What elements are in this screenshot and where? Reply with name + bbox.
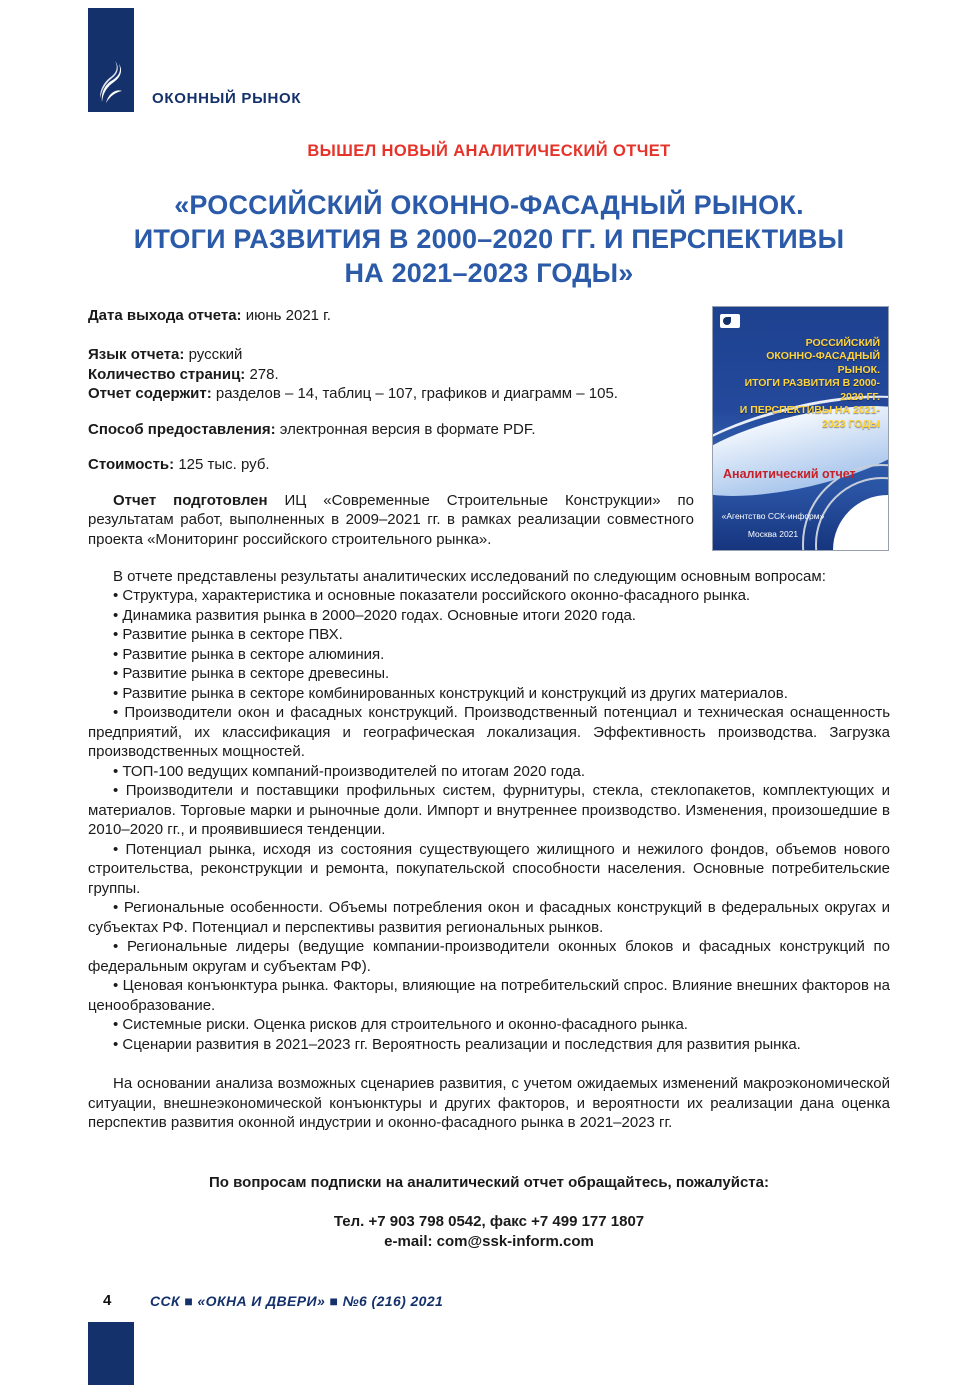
cover-publisher: «Агентство ССК-информ» (721, 510, 825, 521)
fact-label: Стоимость: (88, 456, 175, 473)
contact-email: e-mail: com@ssk-inform.com (384, 1232, 594, 1250)
contact-block (88, 1173, 890, 1252)
prepared-lead: Отчет подготовлен (113, 491, 268, 509)
report-topic-item: • Ценовая конъюнктура рынка. Факторы, влияющие на потребительский спрос. Влияние внешних факторов на ценообразование. (88, 976, 890, 1015)
cover-title-line: И ПЕРСПЕКТИВЫ НА 2021-2023 ГОДЫ (739, 404, 880, 430)
report-topic-item: • Потенциал рынка, исходя из состояния существующего жилищного и нежилого фондов, объемов нового строительства, реконструкции и ремонта, покупательской способности населения. Основные потребительские группы. (88, 840, 890, 899)
report-topic-item: • ТОП-100 ведущих компаний-производителей по итогам 2020 года. (88, 762, 890, 782)
intro-paragraph: В отчете представлены результаты аналитических исследований по следующим основным вопросам: (113, 567, 826, 585)
closing-paragraph: На основании анализа возможных сценариев развития, с учетом ожидаемых изменений макроэкономической ситуации, внешнеэкономической конъюнктуры и других факторов, и вероятности их реализации дана оценка перспектив развития оконной индустрии и оконно-фасадного рынка в 2021–2023 гг. (88, 1075, 890, 1131)
fact-label: Отчет содержит: (88, 385, 212, 402)
fact-value: 278. (249, 365, 279, 383)
announcement-line: ВЫШЕЛ НОВЫЙ АНАЛИТИЧЕСКИЙ ОТЧЕТ (307, 142, 671, 160)
section-label: ОКОННЫЙ РЫНОК (152, 90, 302, 107)
title-line: НА 2021–2023 ГОДЫ» (344, 257, 634, 288)
cover-column (712, 306, 890, 551)
fact-label: Количество страниц: (88, 365, 246, 383)
cover-title-line: ИТОГИ РАЗВИТИЯ В 2000-2020 ГГ. (744, 377, 880, 403)
report-topic-item: • Производители окон и фасадных конструкций. Производственный потенциал и техническая оснащенность предприятий, их классификация и географическая локализация. Эффективность производства. Загрузка производственных мощностей. (88, 703, 890, 762)
fact-price (88, 455, 694, 475)
report-topic-item: • Развитие рынка в секторе комбинированных конструкций и конструкций из других материалов. (88, 684, 890, 704)
cover-logo-mark (720, 314, 740, 328)
report-details (88, 306, 694, 551)
cover-city-year: Москва 2021 (747, 528, 799, 539)
contact-phone: Тел. +7 903 798 0542, факс +7 499 177 1807 (333, 1213, 645, 1230)
contact-heading: По вопросам подписки на аналитический отчет обращайтесь, пожалуйста: (209, 1173, 769, 1191)
title-line: ИТОГИ РАЗВИТИЯ В 2000–2020 ГГ. И ПЕРСПЕКТИВЫ (133, 223, 845, 254)
report-topic-item: • Развитие рынка в секторе ПВХ. (88, 625, 890, 645)
report-topic-item: • Развитие рынка в секторе алюминия. (88, 645, 890, 665)
report-topics-list (88, 586, 890, 1054)
report-topic-item: • Производители и поставщики профильных систем, фурнитуры, стекла, стеклопакетов, комплектующих и материалов. Торговые марки и рыночные доли. Импорт и внутреннее производство. Изменения, произошедшие в 2010–2020 гг., и проявившиеся тенденции. (88, 781, 890, 840)
fact-value: июнь 2021 г. (245, 306, 331, 324)
fact-language (88, 345, 694, 365)
report-title (88, 188, 890, 290)
fact-label: Язык отчета: (88, 346, 185, 363)
fact-pages (88, 365, 694, 385)
report-topic-item: • Структура, характеристика и основные показатели российского оконно-фасадного рынка. (88, 586, 890, 606)
content-area (88, 0, 890, 1251)
fact-value: разделов – 14, таблиц – 107, графиков и диаграмм – 105. (215, 385, 618, 402)
cover-title-line: РОССИЙСКИЙ (805, 336, 880, 349)
report-topic-item: • Системные риски. Оценка рисков для строительного и оконно-фасадного рынка. (88, 1015, 890, 1035)
report-topic-item: • Динамика развития рынка в 2000–2020 годах. Основные итоги 2020 года. (88, 606, 890, 626)
cover-title-line: ОКОННО-ФАСАДНЫЙ РЫНОК. (766, 350, 880, 376)
fact-delivery (88, 420, 694, 440)
report-cover-image (712, 306, 889, 551)
cover-subtitle: Аналитический отчет (723, 466, 856, 481)
page-number: 4 (103, 1292, 112, 1309)
fact-label: Способ предоставления: (88, 420, 276, 438)
fact-value: русский (188, 346, 243, 363)
report-topic-item: • Региональные лидеры (ведущие компании-производители оконных блоков и фасадных конструкций по федеральным округам и субъектам РФ). (88, 937, 890, 976)
report-info-row (88, 306, 890, 551)
title-line: «РОССИЙСКИЙ ОКОННО-ФАСАДНЫЙ РЫНОК. (174, 189, 804, 220)
fact-release-date (88, 306, 694, 326)
report-topic-item: • Развитие рынка в секторе древесины. (88, 664, 890, 684)
fact-label: Дата выхода отчета: (88, 306, 242, 324)
fact-value: электронная версия в формате PDF. (279, 420, 536, 438)
report-topic-item: • Региональные особенности. Объемы потребления окон и фасадных конструкций в федеральных округах и субъектах РФ. Потенциал и перспективы развития региональных рынков. (88, 898, 890, 937)
fact-value: 125 тыс. руб. (178, 456, 270, 473)
prepared-by-paragraph (88, 491, 694, 550)
footer-issue-line: ССК ■ «ОКНА И ДВЕРИ» ■ №6 (216) 2021 (150, 1293, 444, 1309)
report-topic-item: • Сценарии развития в 2021–2023 гг. Вероятность реализации и последствия для развития рынка. (88, 1035, 890, 1055)
prepared-text: ИЦ «Современные Строительные Конструкции» по результатам работ, выполненных в 2009–2021 гг. в рамках реализации совместного проекта «Мониторинг российского строительного рынка». (88, 491, 694, 548)
page-corner-tab (88, 1322, 134, 1385)
cover-title (731, 337, 880, 432)
fact-contents (88, 384, 694, 404)
